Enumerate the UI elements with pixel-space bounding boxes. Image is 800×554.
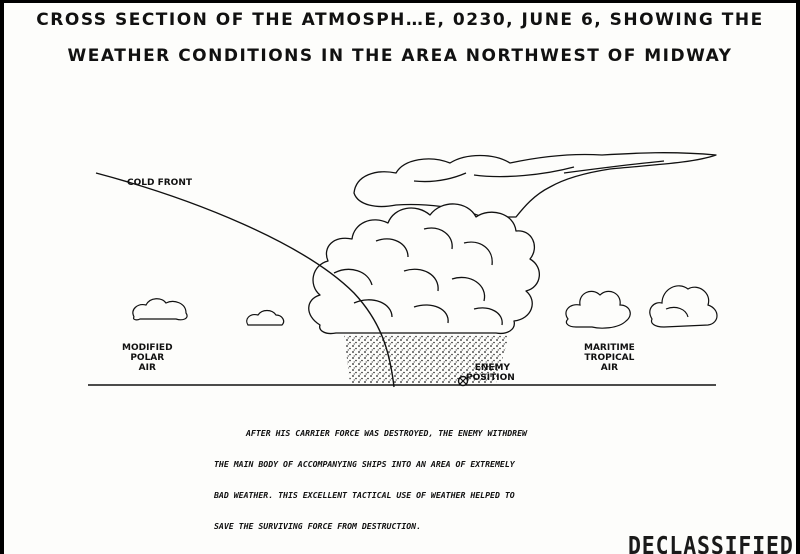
declassified-stamp: DECLASSIFIED bbox=[628, 531, 794, 554]
tropical-air-label bbox=[584, 343, 635, 373]
tropical-air-label-line-1: MARITIME bbox=[584, 343, 635, 353]
title-line-2: WEATHER CONDITIONS IN THE AREA NORTHWEST OF MIDWAY bbox=[67, 46, 733, 66]
title-line-1: CROSS SECTION OF THE ATMOSPH…E, 0230, JUNE 6, SHOWING THE bbox=[36, 10, 764, 30]
small-cumulus-left bbox=[133, 299, 187, 320]
enemy-position-label-line-2: POSITION bbox=[466, 373, 515, 383]
cumulus-right-2 bbox=[650, 286, 717, 327]
diagram-sheet bbox=[4, 3, 796, 554]
caption-line-4: SAVE THE SURVIVING FORCE FROM DESTRUCTION. bbox=[214, 521, 422, 531]
tropical-air-label-line-3: AIR bbox=[600, 363, 619, 373]
enemy-position-label-line-1: ENEMY bbox=[474, 363, 511, 373]
cold-front-label: COLD FRONT bbox=[127, 178, 192, 188]
polar-air-label-line-3: AIR bbox=[138, 363, 156, 373]
caption-line-1: AFTER HIS CARRIER FORCE WAS DESTROYED, THE ENEMY WITHDREW bbox=[246, 428, 527, 438]
caption-text bbox=[214, 428, 684, 552]
small-cumulus-left-2 bbox=[247, 311, 284, 326]
enemy-position-label bbox=[466, 363, 515, 383]
cumulus-right-1 bbox=[566, 291, 630, 328]
polar-air-label-line-2: POLAR bbox=[130, 353, 165, 363]
polar-air-label-line-1: MODIFIED bbox=[122, 343, 173, 353]
caption-line-2: THE MAIN BODY OF ACCOMPANYING SHIPS INTO AN AREA OF EXTREMELY bbox=[214, 459, 515, 469]
caption-line-3: BAD WEATHER. THIS EXCELLENT TACTICAL USE OF WEATHER HELPED TO bbox=[214, 490, 515, 500]
tropical-air-label-line-2: TROPICAL bbox=[584, 353, 635, 363]
polar-air-label bbox=[122, 343, 173, 373]
anvil-cloud bbox=[354, 153, 716, 217]
cumulonimbus-cloud bbox=[309, 204, 540, 334]
